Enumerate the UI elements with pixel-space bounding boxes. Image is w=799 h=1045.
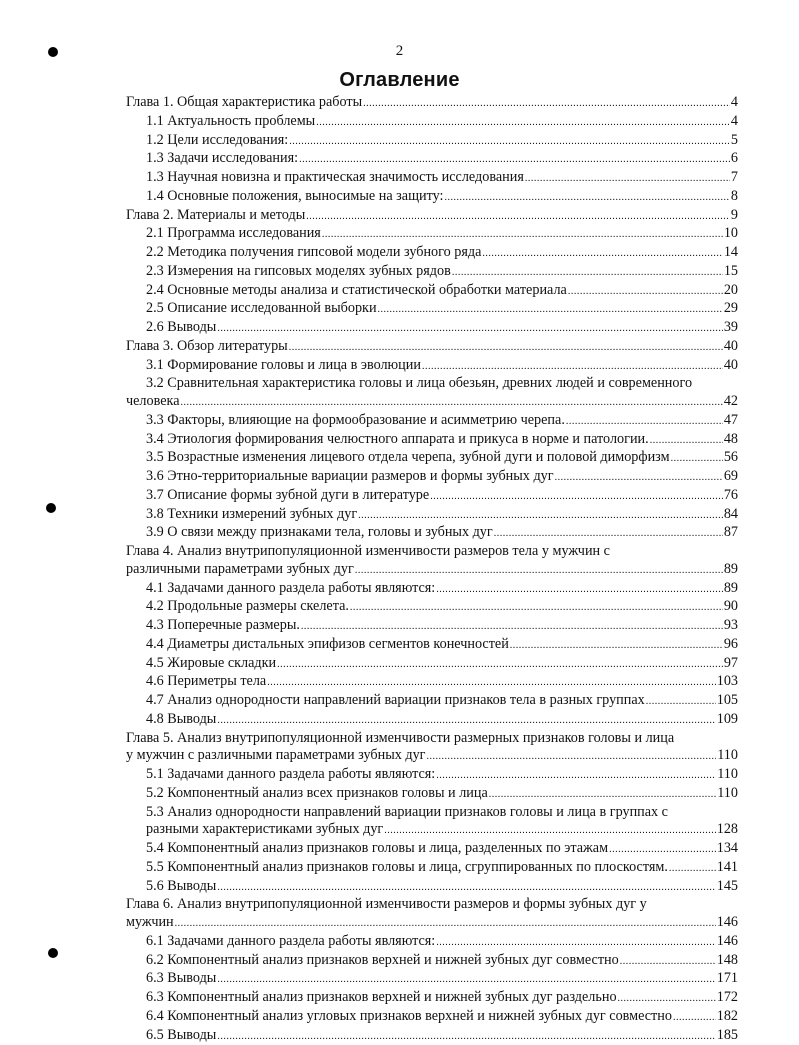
toc-page-number: 171 — [717, 970, 738, 988]
toc-page-number: 9 — [731, 207, 738, 225]
toc-section-3-2-line1[interactable]: 3.2 Сравнительная характеристика головы и лица обезьян, древних людей и современного — [126, 375, 738, 393]
toc-entry-text: 4.8 Выводы — [146, 711, 216, 729]
toc-section-5-6[interactable] — [126, 878, 738, 897]
dot-leader — [322, 226, 723, 244]
toc-section-6-1[interactable] — [126, 933, 738, 952]
toc-page-number: 110 — [717, 766, 738, 784]
toc-section-3-7[interactable] — [126, 487, 738, 506]
toc-page-number: 110 — [717, 785, 738, 803]
dot-leader — [650, 432, 723, 450]
toc-entry-text: 2.4 Основные методы анализа и статистической обработки материала — [146, 282, 567, 300]
toc-entry-text: 4.7 Анализ однородности направлений вариации признаков тела в разных группах — [146, 692, 645, 710]
toc-section-5-1[interactable] — [126, 766, 738, 785]
toc-section-2-2[interactable] — [126, 244, 738, 263]
toc-section-2-3[interactable] — [126, 263, 738, 282]
dot-leader — [299, 151, 730, 169]
toc-entry-text: 4.1 Задачами данного раздела работы являются: — [146, 580, 435, 598]
toc-page-number: 90 — [724, 598, 738, 616]
toc-section-1-1[interactable] — [126, 113, 738, 132]
toc-entry-text: 1.2 Цели исследования: — [146, 132, 288, 150]
toc-section-3-4[interactable] — [126, 431, 738, 450]
dot-leader — [669, 860, 716, 878]
toc-entry-text: разными характеристиками зубных дуг — [146, 821, 383, 839]
toc-section-3-1[interactable] — [126, 357, 738, 376]
toc-section-1-4[interactable] — [126, 188, 738, 207]
toc-entry-text: 3.1 Формирование головы и лица в эволюции — [146, 357, 421, 375]
toc-section-3-3[interactable] — [126, 412, 738, 431]
toc-page-number: 39 — [724, 319, 738, 337]
toc-entry-text: различными параметрами зубных дуг — [126, 561, 354, 579]
toc-page-number: 56 — [724, 449, 738, 467]
toc-entry-text: 3.4 Этиология формирования челюстного аппарата и прикуса в норме и патологии. — [146, 431, 649, 449]
toc-section-1-3a[interactable] — [126, 150, 738, 169]
toc-page-number: 97 — [724, 655, 738, 673]
dot-leader — [217, 1028, 715, 1045]
toc-section-4-1[interactable] — [126, 580, 738, 599]
dot-leader — [620, 953, 716, 971]
toc-entry-text: 2.5 Описание исследованной выборки — [146, 300, 377, 318]
toc-page-number: 185 — [717, 1027, 738, 1045]
toc-section-5-3[interactable] — [126, 821, 738, 840]
toc-entry-text: 3.3 Факторы, влияющие на формообразование и асимметрию черепа. — [146, 412, 565, 430]
margin-punch-dot-middle — [46, 503, 56, 513]
toc-section-5-3-line1[interactable]: 5.3 Анализ однородности направлений вариации признаков головы и лица в группах с — [126, 804, 738, 822]
dot-leader — [181, 394, 723, 412]
dot-leader — [384, 822, 715, 840]
toc-page-number: 42 — [724, 393, 738, 411]
toc-section-4-8[interactable] — [126, 711, 738, 730]
toc-chapter-6[interactable] — [126, 914, 738, 933]
toc-page-number: 14 — [724, 244, 738, 262]
toc-entry-text: 6.4 Компонентный анализ угловых признаков верхней и нижней зубных дуг совместно — [146, 1008, 672, 1026]
toc-page-number: 172 — [717, 989, 738, 1007]
toc-page-number: 105 — [717, 692, 738, 710]
toc-chapter-5-line1[interactable]: Глава 5. Анализ внутрипопуляционной изменчивости размерных признаков головы и лица — [126, 730, 738, 748]
dot-leader — [566, 413, 723, 431]
toc-entry-text: 1.3 Научная новизна и практическая значимость исследования — [146, 169, 524, 187]
dot-leader — [646, 693, 716, 711]
toc-section-2-4[interactable] — [126, 282, 738, 301]
toc-entry-text: мужчин — [126, 914, 174, 932]
toc-section-3-9[interactable] — [126, 524, 738, 543]
toc-entry-text: 1.4 Основные положения, выносимые на защиту: — [146, 188, 443, 206]
dot-leader — [618, 990, 716, 1008]
page-number: 2 — [0, 43, 799, 60]
toc-section-3-6[interactable] — [126, 468, 738, 487]
toc-chapter-4-line1[interactable]: Глава 4. Анализ внутрипопуляционной изменчивости размеров тела у мужчин с — [126, 543, 738, 561]
toc-entry-text: 5.5 Компонентный анализ признаков головы и лица, сгруппированных по плоскостям. — [146, 859, 668, 877]
toc-entry-text: 2.2 Методика получения гипсовой модели зубного ряда — [146, 244, 481, 262]
dot-leader — [306, 208, 730, 226]
dot-leader — [673, 1009, 716, 1027]
toc-page-number: 4 — [731, 94, 738, 112]
page-title: Оглавление — [0, 69, 799, 92]
toc-page-number: 110 — [717, 747, 738, 765]
dot-leader — [671, 450, 723, 468]
toc-page-number: 6 — [731, 150, 738, 168]
toc-page-number: 10 — [724, 225, 738, 243]
dot-leader — [217, 971, 715, 989]
toc-entry-text: у мужчин с различными параметрами зубных дуг — [126, 747, 426, 765]
toc-entry-text: 3.9 О связи между признаками тела, головы и зубных дуг — [146, 524, 493, 542]
dot-leader — [350, 599, 723, 617]
dot-leader — [363, 95, 730, 113]
toc-chapter-5[interactable] — [126, 747, 738, 766]
toc-entry-text: 5.2 Компонентный анализ всех признаков головы и лица — [146, 785, 488, 803]
toc-page-number: 8 — [731, 188, 738, 206]
dot-leader — [175, 915, 716, 933]
dot-leader — [277, 656, 723, 674]
toc-entry-text: 4.3 Поперечные размеры. — [146, 617, 300, 635]
toc-section-4-3[interactable] — [126, 617, 738, 636]
toc-section-5-2[interactable] — [126, 785, 738, 804]
toc-section-3-2[interactable] — [126, 393, 738, 412]
toc-entry-text: 5.1 Задачами данного раздела работы являются: — [146, 766, 435, 784]
margin-punch-dot-bottom — [48, 948, 58, 958]
toc-page-number: 146 — [717, 933, 738, 951]
toc-page-number: 89 — [724, 580, 738, 598]
toc-page-number: 29 — [724, 300, 738, 318]
toc-entry-text: человека — [126, 393, 180, 411]
toc-section-6-3b[interactable] — [126, 989, 738, 1008]
toc-page-number: 141 — [717, 859, 738, 877]
dot-leader — [358, 507, 723, 525]
toc-entry-text: 6.3 Выводы — [146, 970, 216, 988]
toc-page-number: 84 — [724, 506, 738, 524]
toc-page-number: 7 — [731, 169, 738, 187]
toc-entry-text: 2.6 Выводы — [146, 319, 216, 337]
toc-section-6-2[interactable] — [126, 952, 738, 971]
toc-page-number: 182 — [717, 1008, 738, 1026]
toc-section-4-5[interactable] — [126, 655, 738, 674]
toc-section-6-5[interactable] — [126, 1027, 738, 1045]
toc-section-6-3a[interactable] — [126, 970, 738, 989]
toc-section-3-5[interactable] — [126, 449, 738, 468]
toc-entry-text: 6.1 Задачами данного раздела работы являются: — [146, 933, 435, 951]
toc-page-number: 148 — [717, 952, 738, 970]
dot-leader — [301, 618, 723, 636]
toc-chapter-2[interactable] — [126, 207, 738, 226]
dot-leader — [510, 637, 723, 655]
dot-leader — [217, 712, 715, 730]
dot-leader — [378, 301, 723, 319]
toc-section-2-1[interactable] — [126, 225, 738, 244]
dot-leader — [494, 525, 723, 543]
toc-entry-text: 3.7 Описание формы зубной дуги в литературе — [146, 487, 429, 505]
dot-leader — [568, 283, 723, 301]
dot-leader — [609, 841, 716, 859]
toc-page-number: 40 — [724, 338, 738, 356]
toc-section-4-6[interactable] — [126, 673, 738, 692]
toc-entry-text: 6.5 Выводы — [146, 1027, 216, 1045]
toc-entry-text: 2.1 Программа исследования — [146, 225, 321, 243]
toc-section-6-4[interactable] — [126, 1008, 738, 1027]
dot-leader — [355, 562, 723, 580]
toc-page-number: 4 — [731, 113, 738, 131]
toc-page-number: 15 — [724, 263, 738, 281]
toc-chapter-1[interactable] — [126, 94, 738, 113]
dot-leader — [436, 581, 723, 599]
dot-leader — [289, 133, 730, 151]
toc-entry-text: 4.4 Диаметры дистальных эпифизов сегментов конечностей — [146, 636, 509, 654]
dot-leader — [489, 786, 716, 804]
toc-section-1-3b[interactable] — [126, 169, 738, 188]
toc-entry-text: 3.5 Возрастные изменения лицевого отдела черепа, зубной дуги и половой диморфизм — [146, 449, 670, 467]
toc-page-number: 103 — [717, 673, 738, 691]
toc-entry-text: 6.2 Компонентный анализ признаков верхней и нижней зубных дуг совместно — [146, 952, 619, 970]
toc-page-number: 40 — [724, 357, 738, 375]
toc-chapter-4[interactable] — [126, 561, 738, 580]
toc-section-4-2[interactable] — [126, 598, 738, 617]
toc-section-3-8[interactable] — [126, 506, 738, 525]
toc-page-number: 76 — [724, 487, 738, 505]
table-of-contents — [126, 94, 738, 1045]
dot-leader — [267, 674, 716, 692]
toc-page-number: 48 — [724, 431, 738, 449]
dot-leader — [217, 879, 715, 897]
toc-chapter-6-line1[interactable]: Глава 6. Анализ внутрипопуляционной изменчивости размеров и формы зубных дуг у — [126, 896, 738, 914]
dot-leader — [422, 358, 723, 376]
dot-leader — [444, 189, 729, 207]
toc-entry-text: 3.8 Техники измерений зубных дуг — [146, 506, 357, 524]
toc-entry-text: 4.5 Жировые складки — [146, 655, 276, 673]
toc-entry-text: 4.2 Продольные размеры скелета. — [146, 598, 349, 616]
toc-entry-text: 5.6 Выводы — [146, 878, 216, 896]
toc-section-1-2[interactable] — [126, 132, 738, 151]
toc-chapter-3[interactable] — [126, 338, 738, 357]
dot-leader — [525, 170, 730, 188]
dot-leader — [482, 245, 722, 263]
dot-leader — [452, 264, 723, 282]
toc-page-number: 134 — [717, 840, 738, 858]
toc-section-5-4[interactable] — [126, 840, 738, 859]
dot-leader — [316, 114, 730, 132]
toc-entry-text: 4.6 Периметры тела — [146, 673, 266, 691]
dot-leader — [436, 767, 716, 785]
toc-entry-text: Глава 2. Материалы и методы — [126, 207, 305, 225]
toc-section-4-4[interactable] — [126, 636, 738, 655]
toc-entry-text: 3.6 Этно-территориальные вариации размеров и формы зубных дуг — [146, 468, 554, 486]
toc-entry-text: 5.4 Компонентный анализ признаков головы и лица, разделенных по этажам — [146, 840, 608, 858]
toc-section-4-7[interactable] — [126, 692, 738, 711]
toc-page-number: 89 — [724, 561, 738, 579]
toc-page-number: 128 — [717, 821, 738, 839]
toc-section-2-6[interactable] — [126, 319, 738, 338]
toc-page-number: 69 — [724, 468, 738, 486]
toc-page-number: 93 — [724, 617, 738, 635]
toc-page-number: 145 — [717, 878, 738, 896]
dot-leader — [555, 469, 723, 487]
toc-section-2-5[interactable] — [126, 300, 738, 319]
toc-entry-text: 6.3 Компонентный анализ признаков верхней и нижней зубных дуг раздельно — [146, 989, 617, 1007]
dot-leader — [430, 488, 723, 506]
toc-page-number: 87 — [724, 524, 738, 542]
toc-page-number: 5 — [731, 132, 738, 150]
toc-section-5-5[interactable] — [126, 859, 738, 878]
dot-leader — [436, 934, 715, 952]
toc-entry-text: 1.3 Задачи исследования: — [146, 150, 298, 168]
toc-page-number: 96 — [724, 636, 738, 654]
toc-page-number: 109 — [717, 711, 738, 729]
toc-entry-text: Глава 3. Обзор литературы — [126, 338, 288, 356]
toc-page-number: 146 — [717, 914, 738, 932]
toc-entry-text: Глава 1. Общая характеристика работы — [126, 94, 362, 112]
toc-page-number: 20 — [724, 282, 738, 300]
toc-page-number: 47 — [724, 412, 738, 430]
toc-entry-text: 1.1 Актуальность проблемы — [146, 113, 315, 131]
dot-leader — [427, 748, 717, 766]
dot-leader — [217, 320, 722, 338]
toc-entry-text: 2.3 Измерения на гипсовых моделях зубных рядов — [146, 263, 451, 281]
dot-leader — [289, 339, 723, 357]
